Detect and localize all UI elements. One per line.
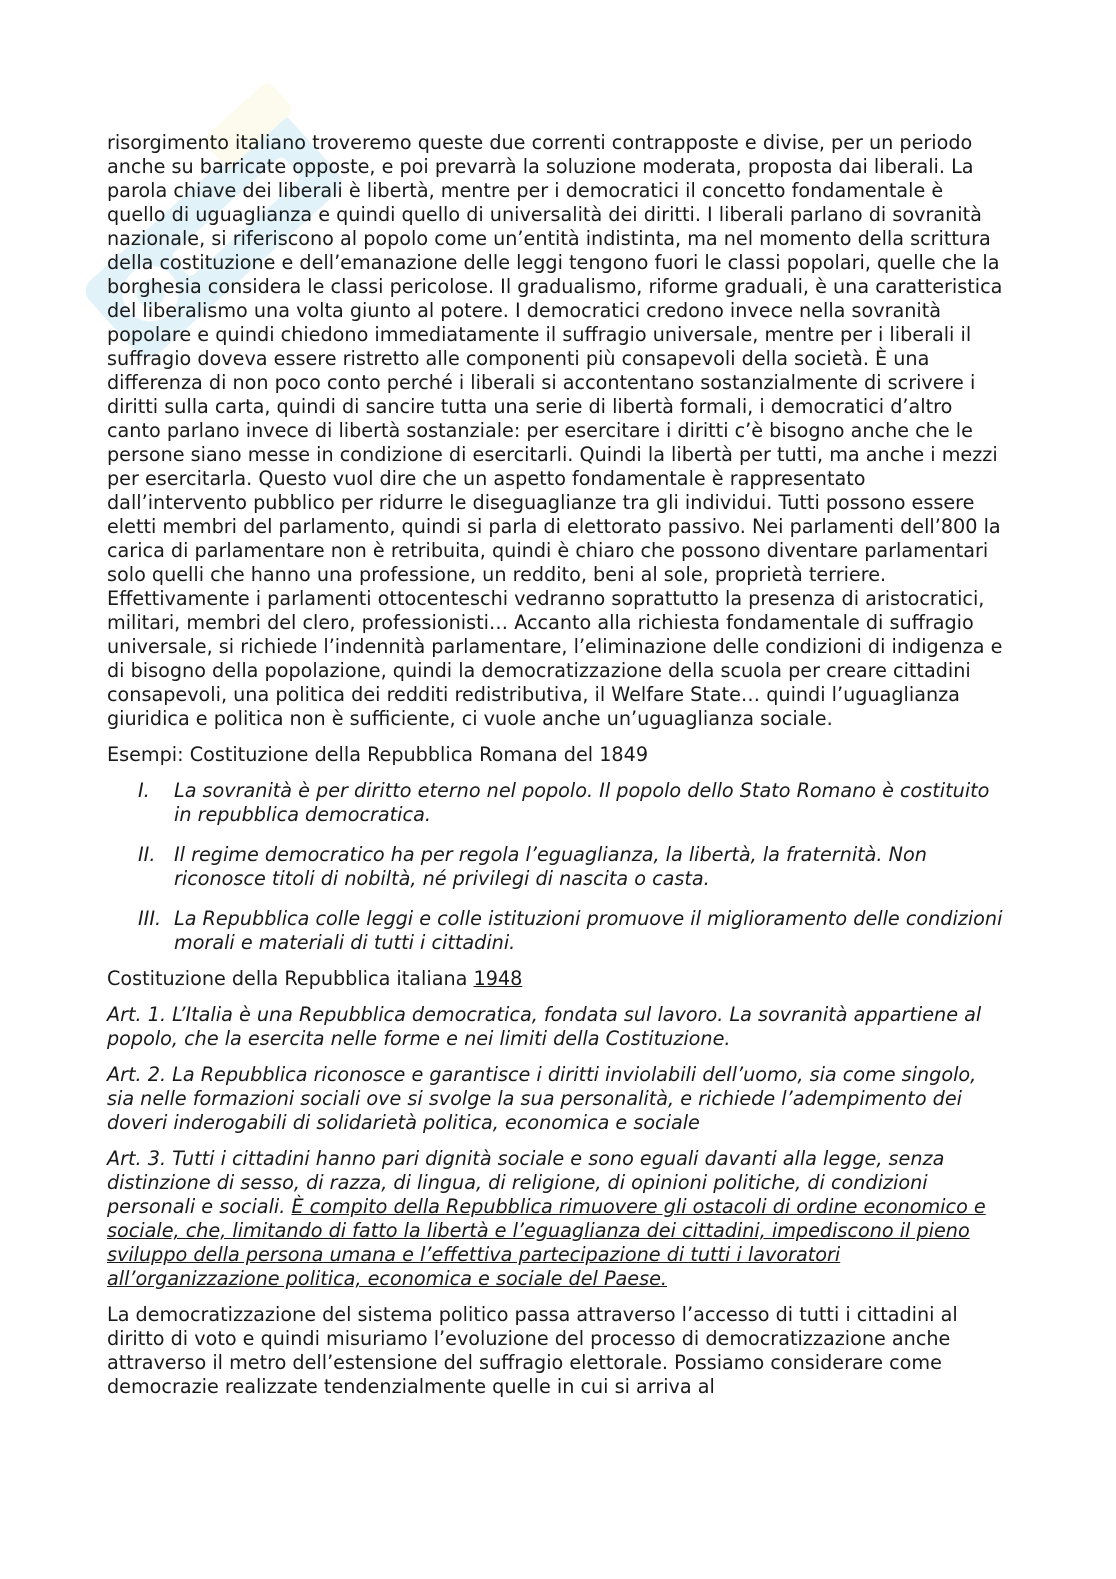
closing-paragraph: La democratizzazione del sistema politico passa attraverso l’accesso di tutti i cittadini al diritto di voto e quindi misuriamo l’evoluzione del processo di democratizzazione anche attraverso il metro dell’estensione del suffragio elettorale. Possiamo considerare come democrazie realizzate tendenzialmente quelle in cui si arriva al xyxy=(107,1303,958,1398)
article-3 xyxy=(107,1147,1007,1291)
list-item-number: III. xyxy=(138,907,162,930)
article-2: Art. 2. La Repubblica riconosce e garantisce i diritti inviolabili dell’uomo, sia come singolo, sia nelle formazioni sociali ove si svolge la sua personalità, e richiede l’adempimento dei doveri inderogabili di solidarietà politica, economica e sociale xyxy=(107,1063,977,1134)
list-item xyxy=(107,779,1007,827)
italian-constitution-heading xyxy=(107,967,1007,991)
document-page xyxy=(107,131,1007,1399)
list-item xyxy=(107,843,1007,891)
italian-constitution-heading-text: Costituzione della Repubblica italiana xyxy=(107,967,474,990)
roman-constitution-list xyxy=(107,779,1007,955)
article-3-text: Art. 3. Tutti i cittadini hanno pari dignità sociale e sono eguali davanti alla legge, senza distinzione di sesso, di razza, di lingua, di religione, di opinioni politiche, di condizioni personali e sociali. xyxy=(107,1147,945,1218)
article-3-underlined-text: È compito della Repubblica rimuovere gli ostacoli di ordine economico e sociale, che, limitando di fatto la libertà e l’eguaglianza dei cittadini, impediscono il pieno sviluppo della persona umana e l’effettiva partecipazione di tutti i lavoratori all’organizzazione politica, economica e sociale del Paese. xyxy=(107,1195,986,1290)
list-item-text: Il regime democratico ha per regola l’eguaglianza, la libertà, la fraternità. Non riconosce titoli di nobiltà, né privilegi di nascita o casta. xyxy=(174,843,927,890)
examples-heading: Esempi: Costituzione della Repubblica Romana del 1849 xyxy=(107,743,649,766)
italian-constitution-year: 1948 xyxy=(473,967,523,990)
list-item-text: La Repubblica colle leggi e colle istituzioni promuove il miglioramento delle condizioni morali e materiali di tutti i cittadini. xyxy=(174,907,1003,954)
article-1: Art. 1. L’Italia è una Repubblica democratica, fondata sul lavoro. La sovranità appartiene al popolo, che la esercita nelle forme e nei limiti della Costituzione. xyxy=(107,1003,982,1050)
list-item xyxy=(107,907,1007,955)
intro-paragraph: risorgimento italiano troveremo queste due correnti contrapposte e divise, per un periodo anche su barricate opposte, e poi prevarrà la soluzione moderata, proposta dai liberali. La parola chiave dei liberali è libertà, mentre per i democratici il concetto fondamentale è quello di uguaglianza e quindi quello di universalità dei diritti. I liberali parlano di sovranità nazionale, si riferiscono al popolo come un’entità indistinta, ma nel momento della scrittura della costituzione e dell’emanazione delle leggi tengono fuori le classi popolari, quelle che la borghesia considera le classi pericolose. Il gradualismo, riforme graduali, è una caratteristica del liberalismo una volta giunto al potere. I democratici credono invece nella sovranità popolare e quindi chiedono immediatamente il suffragio universale, mentre per i liberali il suffragio doveva essere ristretto alle componenti più consapevoli della società. È una differenza di non poco conto perché i liberali si accontentano sostanzialmente di scrivere i diritti sulla carta, quindi di sancire tutta una serie di libertà formali, i democratici d’altro canto parlano invece di libertà sostanziale: per esercitare i diritti c’è bisogno anche che le persone siano messe in condizione di esercitarli. Quindi la libertà per tutti, ma anche i mezzi per esercitarla. Questo vuol dire che un aspetto fondamentale è rappresentato dall’intervento pubblico per ridurre le diseguaglianze tra gli individui. Tutti possono essere eletti membri del parlamento, quindi si parla di elettorato passivo. Nei parlamenti dell’800 la carica di parlamentare non è retribuita, quindi è chiaro che possono diventare parlamentari solo quelli che hanno una professione, un reddito, beni al sole, proprietà terriere. Effettivamente i parlamenti ottocenteschi vedranno soprattutto la presenza di aristocratici, militari, membri del clero, professionisti… Accanto alla richiesta fondamentale di suffragio universale, si richiede l’indennità parlamentare, l’eliminazione delle condizioni di indigenza e di bisogno della popolazione, quindi la democratizzazione della scuola per creare cittadini consapevoli, una politica dei redditi redistributiva, il Welfare State… quindi l’uguaglianza giuridica e politica non è sufficiente, ci vuole anche un’uguaglianza sociale. xyxy=(107,131,1003,730)
list-item-number: I. xyxy=(138,779,150,802)
list-item-number: II. xyxy=(138,843,156,866)
list-item-text: La sovranità è per diritto eterno nel popolo. Il popolo dello Stato Romano è costituito in repubblica democratica. xyxy=(174,779,990,826)
